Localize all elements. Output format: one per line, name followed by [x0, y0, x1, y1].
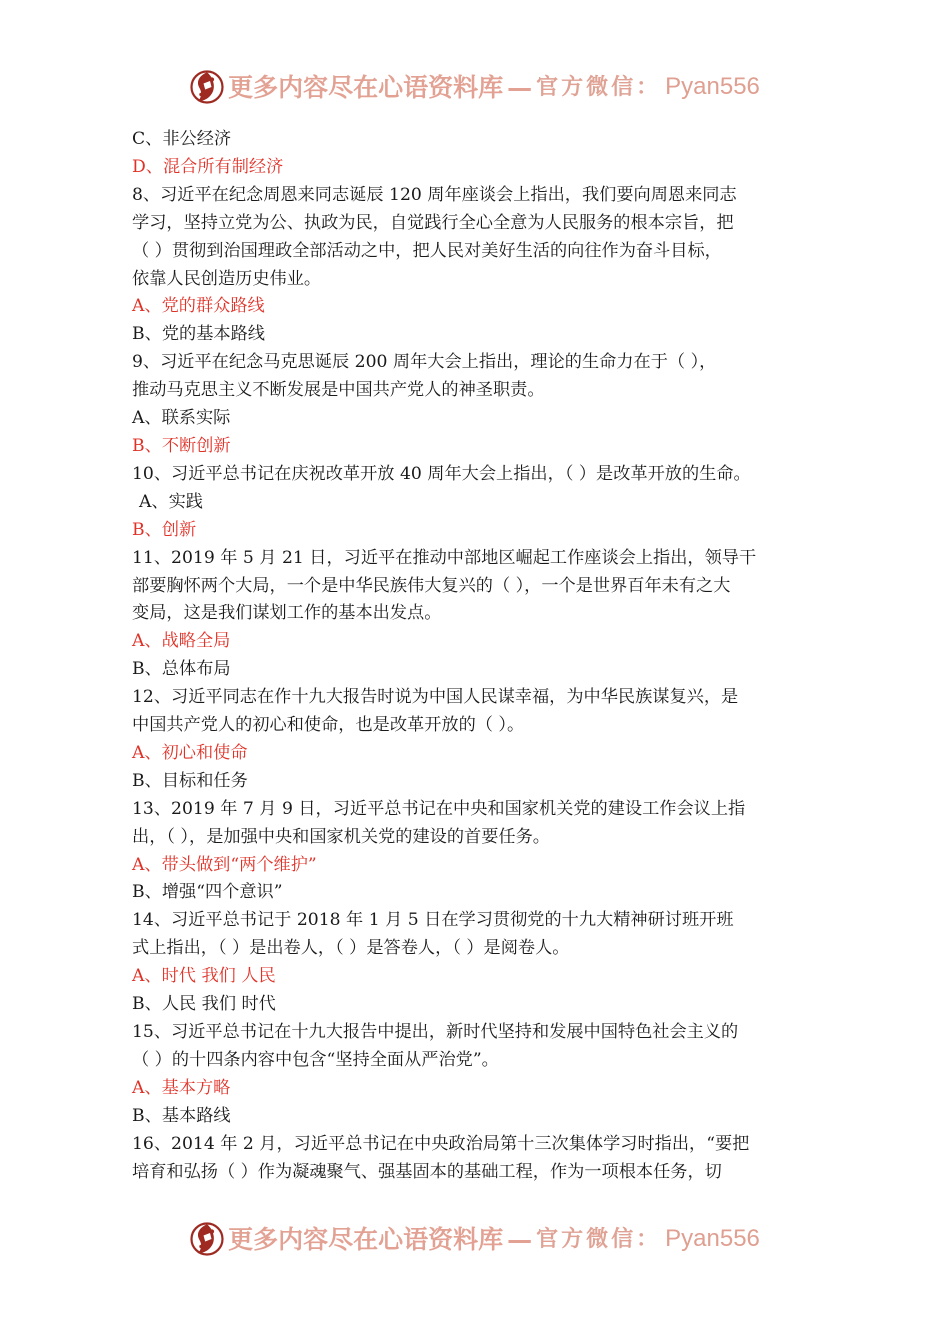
text-line: B、基本路线 [132, 1105, 231, 1126]
text-line: 变局，这是我们谋划工作的基本出发点。 [132, 603, 442, 624]
answer-line: A、带头做到“两个维护” [132, 854, 317, 875]
text-line: 15、习近平总书记在十九大报告中提出，新时代坚持和发展中国特色社会主义的 [132, 1022, 739, 1042]
document-body [132, 126, 824, 1186]
text-line: 培育和弘扬（ ）作为凝魂聚气、强基固本的基础工程，作为一项根本任务，切 [132, 1161, 722, 1182]
watermark-dash: — [507, 1224, 533, 1254]
answer-line: D、混合所有制经济 [132, 156, 284, 177]
answer-line: B、创新 [132, 519, 197, 540]
text-line: 16、2014 年 2 月，习近平总书记在中央政治局第十三次集体学习时指出，“要把 [132, 1133, 750, 1154]
text-line: A、实践 [139, 491, 203, 512]
text-line: 推动马克思主义不断发展是中国共产党人的神圣职责。 [132, 380, 545, 401]
watermark-header [0, 70, 950, 104]
answer-line: A、初心和使命 [132, 742, 248, 763]
text-line: 部要胸怀两个大局，一个是中华民族伟大复兴的（ ），一个是世界百年未有之大 [132, 575, 731, 596]
text-line: A、联系实际 [132, 408, 231, 429]
text-line: B、人民 我们 时代 [132, 994, 276, 1015]
text-line: B、总体布局 [132, 659, 231, 680]
watermark-footer [0, 1222, 950, 1256]
watermark-main-text: 更多内容尽在心语资料库 [228, 1224, 504, 1254]
watermark-wechat-label: 官方微信： [536, 1226, 662, 1252]
watermark-main-text: 更多内容尽在心语资料库 [228, 72, 504, 102]
answer-line: A、时代 我们 人民 [132, 966, 276, 987]
text-line: 14、习近平总书记于 2018 年 1 月 5 日在学习贯彻党的十九大精神研讨班开班 [132, 910, 734, 931]
answer-line: A、基本方略 [132, 1077, 231, 1098]
watermark-dash: — [507, 72, 533, 102]
text-line: （ ）贯彻到治国理政全部活动之中，把人民对美好生活的向往作为奋斗目标， [132, 240, 722, 261]
text-line: （ ）的十四条内容中包含“坚持全面从严治党”。 [132, 1049, 499, 1070]
watermark-wechat-label: 官方微信： [536, 74, 662, 100]
text-line: B、目标和任务 [132, 770, 248, 791]
watermark-wechat-handle: Pyan556 [665, 1225, 760, 1252]
text-line: C、非公经济 [132, 129, 232, 149]
answer-line: A、党的群众路线 [132, 296, 265, 317]
watermark-wechat-handle: Pyan556 [665, 73, 760, 100]
text-line: 8、习近平在纪念周恩来同志诞辰 120 周年座谈会上指出，我们要向周恩来同志 [132, 184, 737, 205]
text-line: 13、2019 年 7 月 9 日，习近平总书记在中央和国家机关党的建设工作会议上指 [132, 798, 746, 819]
text-line: 12、习近平同志在作十九大报告时说为中国人民谋幸福，为中华民族谋复兴，是 [132, 687, 739, 708]
text-line: 学习，坚持立党为公、执政为民，自觉践行全心全意为人民服务的根本宗旨，把 [132, 212, 734, 233]
text-line: 9、习近平在纪念马克思诞辰 200 周年大会上指出，理论的生命力在于（ ）， [132, 352, 717, 373]
text-line: 中国共产党人的初心和使命，也是改革开放的（ ）。 [132, 715, 525, 736]
text-line: 出，（ ），是加强中央和国家机关党的建设的首要任务。 [132, 826, 550, 847]
text-line: 依靠人民创造历史伟业。 [132, 268, 322, 289]
xinyu-circular-logo-icon [190, 70, 224, 104]
answer-line: B、不断创新 [132, 435, 231, 456]
text-line: B、增强“四个意识” [132, 882, 283, 903]
text-line: B、党的基本路线 [132, 324, 265, 345]
text-line: 11、2019 年 5 月 21 日，习近平在推动中部地区崛起工作座谈会上指出，领导干 [132, 547, 757, 568]
text-line: 式上指出，（ ）是出卷人，（ ）是答卷人，（ ）是阅卷人。 [132, 938, 570, 959]
text-line: 10、习近平总书记在庆祝改革开放 40 周年大会上指出，（ ）是改革开放的生命。 [132, 463, 751, 484]
xinyu-circular-logo-icon [190, 1222, 224, 1256]
answer-line: A、战略全局 [132, 631, 231, 652]
